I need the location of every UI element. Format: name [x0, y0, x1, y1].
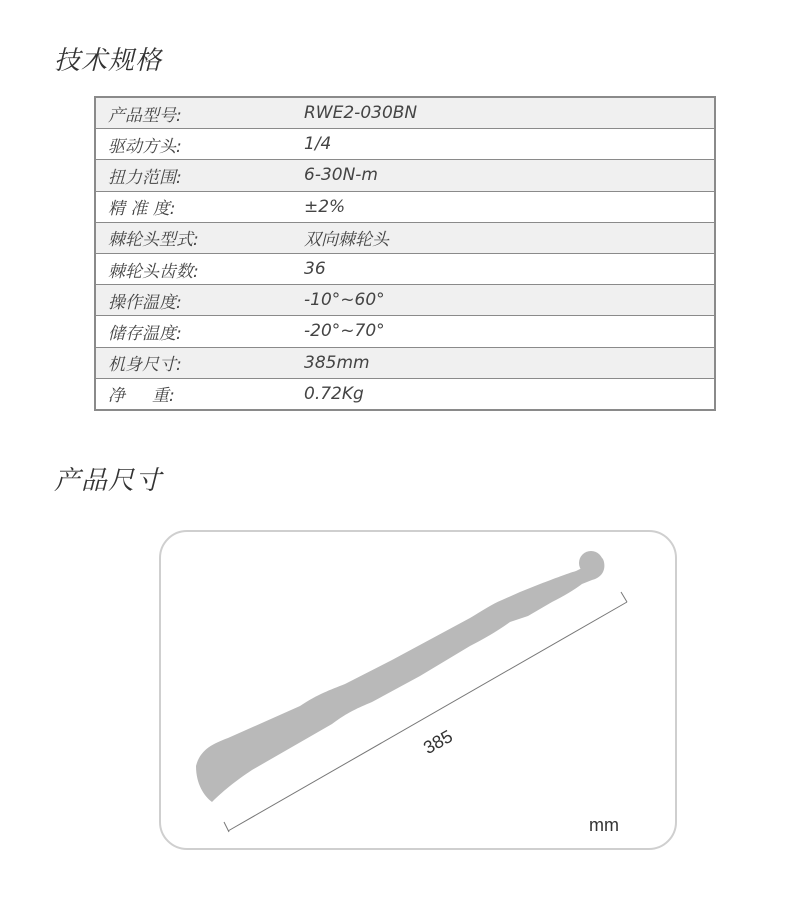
spec-label: 产品型号: — [95, 97, 288, 129]
spec-value: -20°~70° — [288, 316, 715, 347]
dimensions-section-title: 产品尺寸 — [54, 466, 163, 496]
spec-value: 1/4 — [288, 129, 715, 160]
spec-label: 操作温度: — [95, 285, 288, 316]
spec-label: 机身尺寸: — [95, 347, 288, 378]
dimension-unit-label: mm — [589, 815, 619, 835]
spec-value: 36 — [288, 253, 715, 284]
spec-value: ±2% — [288, 191, 715, 222]
spec-value: 双向棘轮头 — [288, 222, 715, 253]
spec-value: 385mm — [288, 347, 715, 378]
spec-label: 储存温度: — [95, 316, 288, 347]
spec-label: 精 准 度: — [95, 191, 288, 222]
spec-value: -10°~60° — [288, 285, 715, 316]
spec-label: 驱动方头: — [95, 129, 288, 160]
spec-label: 净 重: — [95, 378, 288, 410]
wrench-handle-shape — [196, 557, 604, 802]
spec-label: 棘轮头型式: — [95, 222, 288, 253]
spec-value: 0.72Kg — [288, 378, 715, 410]
dimension-length-label: 385 — [420, 725, 456, 759]
wrench-head-shape — [579, 551, 603, 575]
specs-section-title: 技术规格 — [54, 46, 163, 76]
torque-wrench-image — [196, 551, 604, 802]
spec-value: 6-30N-m — [288, 160, 715, 191]
spec-label: 棘轮头齿数: — [95, 253, 288, 284]
spec-value: RWE2-030BN — [288, 97, 715, 129]
spec-label: 扭力范围: — [95, 160, 288, 191]
dimension-line — [224, 592, 627, 832]
